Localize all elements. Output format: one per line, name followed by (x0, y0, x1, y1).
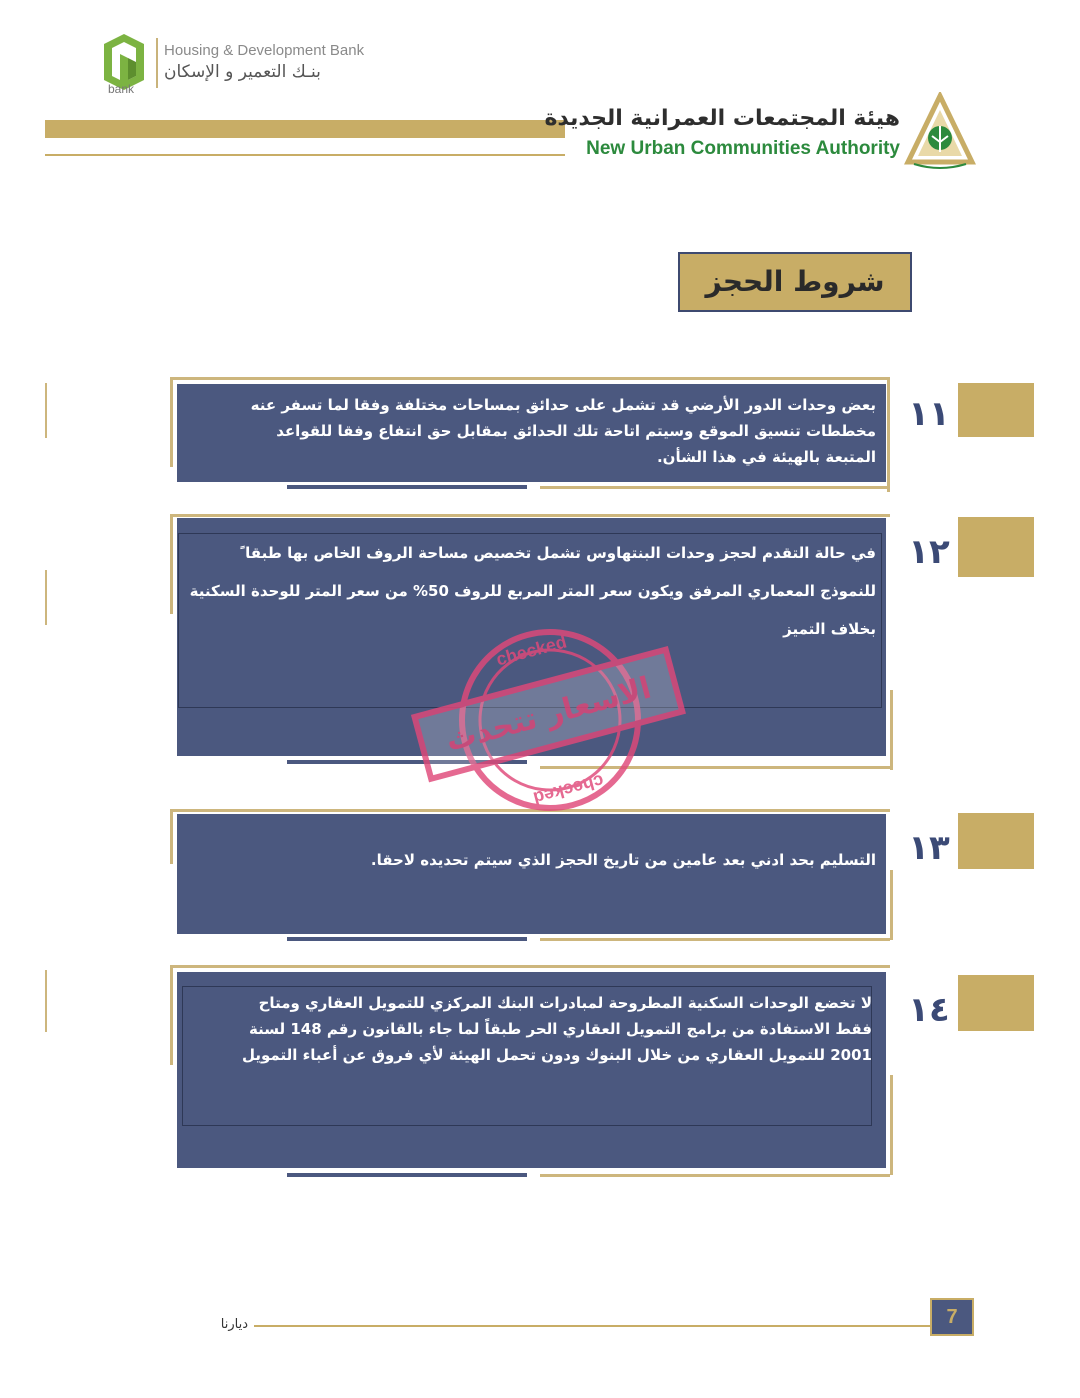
number-gold-square (958, 813, 1034, 869)
number-gold-square (958, 975, 1034, 1031)
item-number: ١١ (908, 394, 950, 434)
item-underline (287, 485, 527, 489)
item-underline (287, 937, 527, 941)
item-frame (170, 965, 890, 968)
item-number: ١٣ (908, 828, 950, 868)
item-frame (170, 514, 890, 517)
checked-stamp (400, 610, 700, 830)
item-underline (287, 1173, 527, 1177)
header-gold-bar (45, 120, 565, 138)
item-text: بعض وحدات الدور الأرضي قد تشمل على حدائق بمساحات مختلفة وفقا لما تسفر عنه مخططات تنسيق الموقع وسيتم اتاحة تلك الحدائق بمقابل حق انتفاع وفقا للقواعد المتبعة بالهيئة في هذا الشأن. (250, 396, 876, 466)
footer-line (254, 1325, 934, 1327)
item-number: ١٤ (908, 990, 950, 1030)
item-underline (540, 486, 890, 489)
item-underline (540, 938, 890, 941)
header-divider (156, 38, 158, 88)
item-frame (170, 377, 173, 467)
margin-mark (45, 570, 47, 625)
item-frame (887, 377, 890, 492)
item-text: التسليم بحد ادني بعد عامين من تاريخ الحجز الذي سيتم تحديده لاحقا. (370, 851, 876, 869)
authority-name-en: New Urban Communities Authority (586, 138, 900, 159)
item-frame (890, 1075, 893, 1175)
item-frame (890, 870, 893, 940)
authority-name-ar: هيئة المجتمعات العمرانية الجديدة (544, 106, 900, 131)
item-text: لا تخضع الوحدات السكنية المطروحة لمبادرات البنك المركزي للتمويل العقاري ومتاح فقط الاستفادة من برامج التمويل العقاري الحر طبقاً لما جاء بالقانون رقم 148 لسنة 2001 للتمويل العقاري من خلال البنوك ودون تحمل الهيئة لأي فروق عن أعباء التمويل (241, 994, 872, 1064)
nuca-emblem-icon (902, 92, 978, 172)
number-gold-square (958, 383, 1034, 437)
page-number: 7 (946, 1306, 958, 1328)
stamp-bottom-text: checked (531, 770, 607, 809)
header-gold-line (45, 154, 565, 156)
hdb-logo-label: bank (108, 82, 135, 96)
item-frame (170, 514, 173, 614)
bank-name-ar: بنـك التعمير و الإسكان (164, 62, 321, 82)
section-title: شروط الحجز (705, 265, 885, 298)
item-frame (170, 965, 173, 1065)
stamp-top-text: checked (493, 631, 569, 670)
footer-word: ديارنا (220, 1317, 248, 1332)
item-panel (177, 814, 886, 934)
item-text: في حالة التقدم لحجز وحدات البنتهاوس تشمل تخصيص مساحة الروف الخاص بها طبقا ً للنموذج المعماري المرفق ويكون سعر المتر المربع للروف 50% من سعر المتر للوحدة السكنية بخلاف التميز (189, 544, 876, 638)
item-number: ١٢ (908, 532, 950, 572)
item-frame (170, 377, 890, 380)
margin-mark (45, 383, 47, 438)
bank-name-en: Housing & Development Bank (164, 42, 365, 59)
item-frame (890, 690, 893, 770)
item-underline (540, 1174, 890, 1177)
number-gold-square (958, 517, 1034, 577)
stamp-main-text: الاسعار تتحدث (442, 670, 655, 759)
item-frame (170, 809, 173, 864)
margin-mark (45, 970, 47, 1032)
